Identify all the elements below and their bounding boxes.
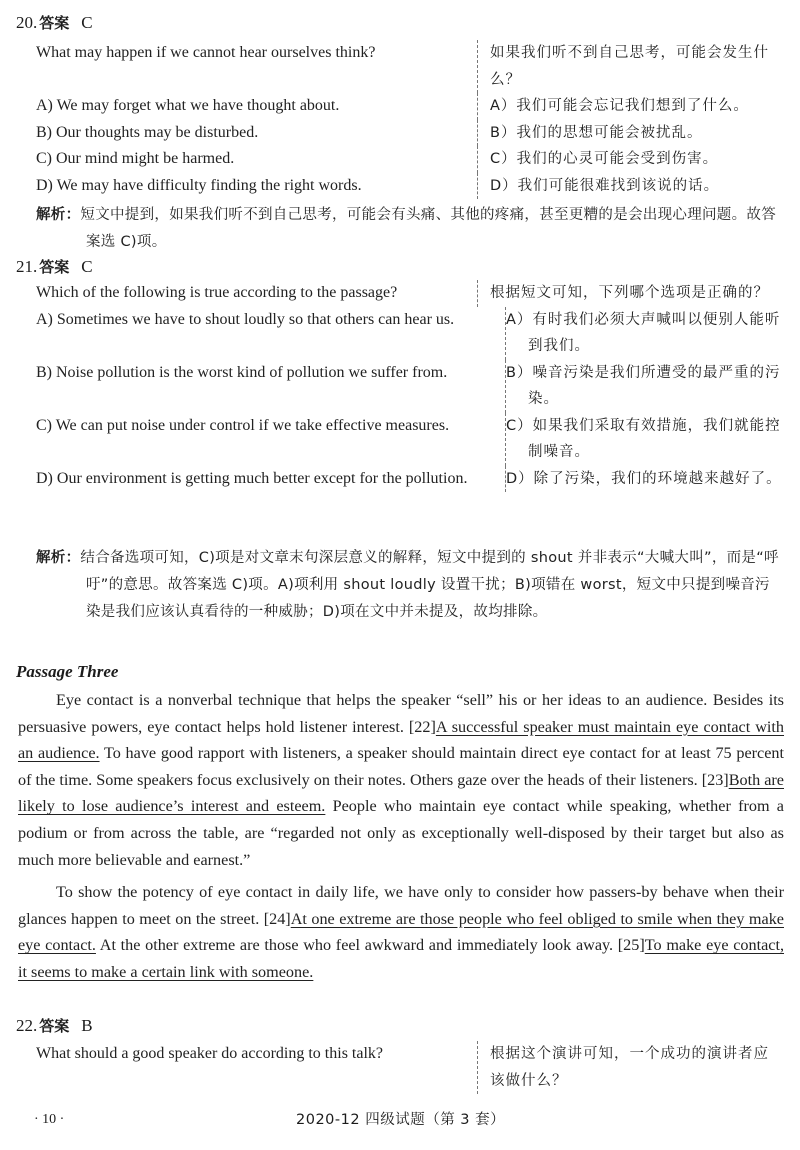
q20-option-en: A) We may forget what we have thought about. bbox=[36, 97, 340, 114]
q20-option-en: B) Our thoughts may be disturbed. bbox=[36, 123, 259, 141]
underlined-sentence-24: At one extreme are those people who feel obliged to smile when they make eye contact. bbox=[18, 909, 784, 955]
passage-text: People who maintain eye contact while speaking, whether from a podium or from across the table, are “regarded not only as exceptionally well-disposed by their target but also as much more believable and earnest.” bbox=[18, 797, 784, 869]
q20-analysis-text: 短文中提到，如果我们听不到自己思考，可能会有头痛、其他的疼痛，甚至更糟的是会出现心理问题。故答案选 C)项。 bbox=[80, 207, 777, 250]
q22-answer: B bbox=[81, 1016, 93, 1035]
q21-question-en: Which of the following is true according to the passage? bbox=[36, 284, 398, 301]
passage-text: At the other extreme are those who feel awkward and immediately look away. bbox=[95, 936, 618, 955]
q20-option-row bbox=[36, 173, 784, 200]
q21-option-en: D) Our environment is getting much better except for the pollution. bbox=[36, 469, 468, 487]
q21-answer: C bbox=[81, 257, 93, 276]
q20-answer-label: 答案 bbox=[39, 14, 70, 32]
passage-paragraph-1 bbox=[18, 687, 784, 873]
page-number: · 10 · bbox=[34, 1112, 65, 1127]
q21-option-row bbox=[36, 466, 784, 493]
q22-question-row bbox=[36, 1041, 784, 1094]
q21-option-row bbox=[36, 307, 784, 360]
q21-analysis-text: 结合备选项可知，C)项是对文章末句深层意义的解释，短文中提到的 shout 并非表示“大喊大叫”，而是“呼吁”的意思。故答案选 C)项。A)项利用 shout loudly 设置干扰；B)项错在 worst，短文中只提到噪音污染是我们应该认真看待的一种威胁；D)项在文中并未提及，故均排除。 bbox=[80, 550, 779, 620]
q21-question-zh: 根据短文可知，下列哪个选项是正确的？ bbox=[477, 280, 784, 307]
q21-option-en: A) Sometimes we have to shout loudly so that others can hear us. bbox=[36, 310, 455, 328]
q21-analysis bbox=[36, 545, 784, 626]
q20-number: 20. bbox=[16, 13, 38, 32]
q21-option-en: C) We can put noise under control if we take effective measures. bbox=[36, 416, 450, 434]
q21-heading bbox=[16, 256, 93, 278]
q20-bilingual-block bbox=[36, 40, 784, 199]
q20-question-zh: 如果我们听不到自己思考，可能会发生什么？ bbox=[477, 40, 784, 93]
underlined-sentence-22: A successful speaker must maintain eye contact with an audience. bbox=[18, 717, 785, 763]
q20-option-zh: D）我们可能很难找到该说的话。 bbox=[477, 173, 784, 200]
q22-heading bbox=[16, 1015, 93, 1037]
footer-title: 2020-12 四级试题（第 3 套） bbox=[296, 1112, 506, 1128]
q21-option-zh: A）有时我们必须大声喊叫以便别人能听到我们。 bbox=[505, 307, 784, 360]
q20-analysis bbox=[36, 202, 784, 256]
q20-question-row bbox=[36, 40, 784, 93]
marker-23: [23] bbox=[701, 770, 729, 789]
q20-option-row bbox=[36, 93, 784, 120]
underlined-sentence-25: To make eye contact, it seems to make a certain link with someone. bbox=[18, 936, 785, 981]
q22-answer-label: 答案 bbox=[39, 1017, 70, 1035]
q20-option-en: D) We may have difficulty finding the right words. bbox=[36, 176, 362, 194]
q22-bilingual-block bbox=[36, 1041, 784, 1094]
q20-option-zh: C）我们的心灵可能会受到伤害。 bbox=[477, 146, 784, 173]
passage-text: Eye contact is a nonverbal technique that helps the speaker “sell” his or her ideas to an audience. Besides its persuasive powers, eye contact helps hold listener interest. bbox=[18, 691, 784, 736]
passage-title: Passage Three bbox=[16, 662, 119, 681]
q21-answer-label: 答案 bbox=[39, 258, 70, 276]
q20-option-zh: A）我们可能会忘记我们想到了什么。 bbox=[477, 93, 784, 120]
q21-option-zh: C）如果我们采取有效措施，我们就能控制噪音。 bbox=[505, 413, 784, 466]
marker-22: [22] bbox=[408, 717, 436, 736]
underlined-sentence-23: Both are likely to lose audience’s interest and esteem. bbox=[18, 770, 784, 816]
q20-heading bbox=[16, 12, 93, 34]
q22-question-zh: 根据这个演讲可知，一个成功的演讲者应该做什么？ bbox=[477, 1041, 784, 1094]
marker-24: [24] bbox=[263, 909, 291, 928]
passage-paragraph-2 bbox=[18, 879, 784, 985]
q21-option-zh: D）除了污染，我们的环境越来越好了。 bbox=[505, 466, 784, 493]
q22-number: 22. bbox=[16, 1016, 38, 1035]
q21-analysis-label: 解析： bbox=[36, 550, 81, 566]
q21-question-row bbox=[36, 280, 784, 307]
passage-text: To have good rapport with listeners, a speaker should maintain direct eye contact for at least 75 percent of the time. Some speakers focus exclusively on their notes. Others gaze over the heads of their listeners. bbox=[18, 744, 784, 789]
q20-question-en: What may happen if we cannot hear ourselves think? bbox=[36, 44, 376, 61]
q21-option-zh: B）噪音污染是我们所遭受的最严重的污染。 bbox=[505, 360, 784, 413]
q21-option-row bbox=[36, 360, 784, 413]
marker-25: [25] bbox=[617, 936, 645, 955]
q20-option-en: C) Our mind might be harmed. bbox=[36, 150, 235, 167]
q20-answer: C bbox=[81, 13, 93, 32]
q20-option-zh: B）我们的思想可能会被扰乱。 bbox=[477, 120, 784, 147]
q21-number: 21. bbox=[16, 257, 38, 276]
q21-option-row bbox=[36, 413, 784, 466]
passage-text: To show the potency of eye contact in daily life, we have only to consider how passers-by behave when their glances happen to meet on the street. bbox=[18, 883, 784, 928]
q22-question-en: What should a good speaker do according to this talk? bbox=[36, 1045, 384, 1062]
q21-bilingual-block bbox=[36, 280, 784, 492]
q20-analysis-label: 解析： bbox=[36, 207, 81, 223]
q20-option-row bbox=[36, 146, 784, 173]
passage-body bbox=[18, 687, 784, 986]
q21-option-en: B) Noise pollution is the worst kind of pollution we suffer from. bbox=[36, 363, 448, 381]
q20-option-row bbox=[36, 120, 784, 147]
